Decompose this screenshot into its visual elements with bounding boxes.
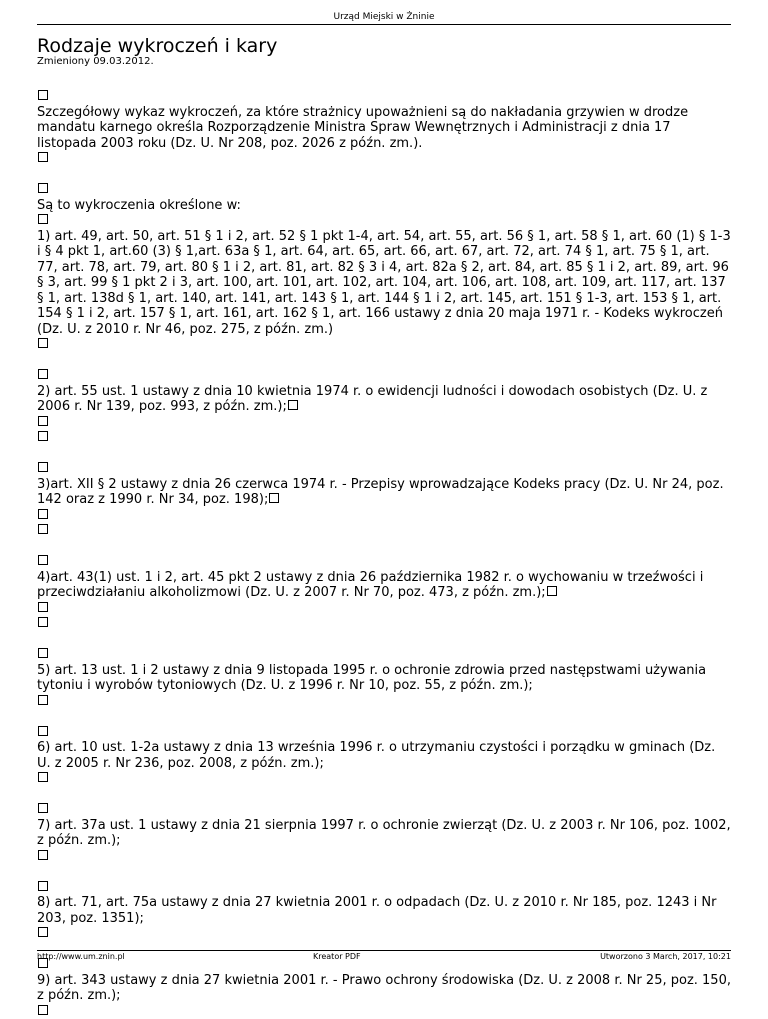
list-item: 5) art. 13 ust. 1 i 2 ustawy z dnia 9 listopada 1995 r. o ochronie zdrowia przed następstwami używania tytoniu i wyrobów tytoniowych (Dz. U. z 1996 r. Nr 10, poz. 55, z późn. zm.); (37, 662, 707, 693)
list-item: 8) art. 71, art. 75a ustawy z dnia 27 kwietnia 2001 r. o odpadach (Dz. U. z 2010 r. Nr 185, poz. 1243 i Nr 203, poz. 1351); (37, 895, 717, 926)
page-header: Urząd Miejski w Żninie (333, 12, 435, 22)
placeholder-glyph-icon (38, 617, 48, 627)
paragraph-intro: Szczegółowy wykaz wykroczeń, za które strażnicy upoważnieni są do nakładania grzywien w drodze mandatu karnego określa Rozporządzenie Ministra Spraw Wewnętrznych i Administracji z dnia 17 listopada 2003 roku (Dz. U. Nr 208, poz. 2026 z późn. zm.). (37, 104, 689, 151)
footer-url[interactable]: http://www.um.znin.pl (37, 952, 125, 961)
placeholder-glyph-icon (38, 850, 48, 860)
list-item (37, 384, 731, 415)
placeholder-glyph-icon (38, 214, 48, 224)
placeholder-glyph-icon (38, 416, 48, 426)
placeholder-glyph-icon (38, 338, 48, 348)
placeholder-glyph-icon (38, 555, 48, 565)
modified-date: Zmieniony 09.03.2012. (37, 56, 154, 67)
placeholder-glyph-icon (38, 726, 48, 736)
list-item: 1) art. 49, art. 50, art. 51 § 1 i 2, art. 52 § 1 pkt 1-4, art. 54, art. 55, art. 56 § 1, art. 58 § 1, art. 60 (1) § 1-3 i § 4 pkt 1, art.60 (3) § 1,art. 63a § 1, art. 64, art. 65, art. 66, art. 67, art. 72, art. 74 § 1, art. 75 § 1, art. 77, art. 78, art. 79, art. 80 § 1 i 2, art. 81, art. 82 § 3 i 4, art. 82a § 2, art. 84, art. 85 § 1 i 2, art. 89, art. 96 § 3, art. 99 § 1 pkt 2 i 3, art. 100, art. 101, art. 102, art. 104, art. 106, art. 108, art. 109, art. 117, art. 137 § 1, art. 138d § 1, art. 140, art. 141, art. 143 § 1, art. 144 § 1 i 2, art. 145, art. 151 § 1-3, art. 153 § 1, art. 154 § 1 i 2, art. 157 § 1, art. 161, art. 162 § 1, art. 166 ustawy z dnia 20 maja 1971 r. - Kodeks wykroczeń (Dz. U. z 2010 r. Nr 46, poz. 275, z późn. zm.) (37, 228, 731, 337)
list-item (37, 477, 731, 508)
placeholder-glyph-icon (38, 431, 48, 441)
placeholder-glyph-icon (38, 1005, 48, 1015)
placeholder-glyph-icon (38, 183, 48, 193)
list-item-text: 4)art. 43(1) ust. 1 i 2, art. 45 pkt 2 ustawy z dnia 26 października 1982 r. o wychowaniu w trzeźwości i przeciwdziałaniu alkoholizmowi (Dz. U. z 2007 r. Nr 70, poz. 473, z późn. zm.); (37, 569, 704, 600)
placeholder-glyph-icon (269, 493, 279, 503)
list-item-text: 2) art. 55 ust. 1 ustawy z dnia 10 kwietnia 1974 r. o ewidencji ludności i dowodach osobistych (Dz. U. z 2006 r. Nr 139, poz. 993, z późn. zm.); (37, 383, 708, 414)
list-item (37, 570, 731, 601)
footer-divider (37, 950, 731, 951)
header-divider (37, 24, 731, 25)
placeholder-glyph-icon (38, 695, 48, 705)
page-title: Rodzaje wykroczeń i kary (37, 35, 278, 57)
placeholder-glyph-icon (38, 772, 48, 782)
placeholder-glyph-icon (38, 152, 48, 162)
list-item-text: 3)art. XII § 2 ustawy z dnia 26 czerwca 1974 r. - Przepisy wprowadzające Kodeks pracy (Dz. U. Nr 24, poz. 142 oraz z 1990 r. Nr 34, poz. 198); (37, 476, 724, 507)
list-item: 9) art. 343 ustawy z dnia 27 kwietnia 2001 r. - Prawo ochrony środowiska (Dz. U. z 2008 r. Nr 25, poz. 150, z późn. zm.); (37, 972, 731, 1003)
placeholder-glyph-icon (38, 369, 48, 379)
placeholder-glyph-icon (38, 803, 48, 813)
list-item: 7) art. 37a ust. 1 ustawy z dnia 21 sierpnia 1997 r. o ochronie zwierząt (Dz. U. z 2003 r. Nr 106, poz. 1002, z późn. zm.); (37, 817, 731, 848)
placeholder-glyph-icon (38, 648, 48, 658)
footer-created-date: Utworzono 3 March, 2017, 10:21 (600, 952, 731, 961)
placeholder-glyph-icon (38, 602, 48, 612)
paragraph-lead: Są to wykroczenia określone w: (37, 197, 241, 213)
article-body (37, 89, 731, 1019)
placeholder-glyph-icon (288, 400, 298, 410)
placeholder-glyph-icon (547, 586, 557, 596)
placeholder-glyph-icon (38, 927, 48, 937)
placeholder-glyph-icon (38, 524, 48, 534)
placeholder-glyph-icon (38, 881, 48, 891)
placeholder-glyph-icon (38, 462, 48, 472)
placeholder-glyph-icon (38, 90, 48, 100)
placeholder-glyph-icon (38, 509, 48, 519)
footer-creator: Kreator PDF (313, 952, 361, 961)
list-item: 6) art. 10 ust. 1-2a ustawy z dnia 13 września 1996 r. o utrzymaniu czystości i porządku w gminach (Dz. U. z 2005 r. Nr 236, poz. 2008, z późn. zm.); (37, 740, 716, 771)
